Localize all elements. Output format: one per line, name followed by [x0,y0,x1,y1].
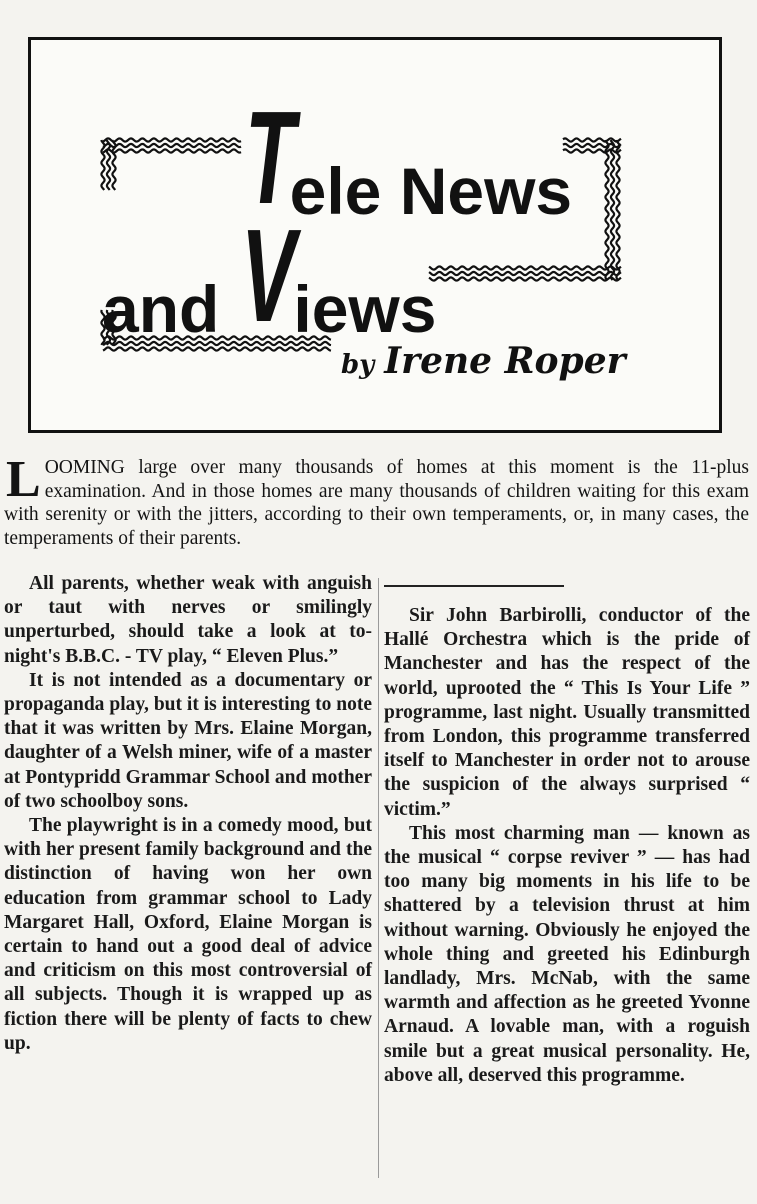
lead-paragraph [4,451,749,550]
right-column [384,572,750,1088]
byline [341,340,626,382]
title-initial-v: V [241,202,296,349]
title-line-2 [102,202,437,349]
title-line-1-text: ele News [289,154,573,228]
title-initial-t: T [245,84,295,231]
left-paragraph: All parents, whether weak with anguish or taut with nerves or smilingly unperturbed, should take a look at to-night's B.B.C. - TV play, “ Eleven Plus.” [4,573,372,667]
left-paragraph: The playwright is in a comedy mood, but with her present family background and the distinction of having won her own education from grammar school to Lady Margaret Hall, Oxford, Elaine Morgan is certain to hand out a good deal of advice and criticism on this most controversial of all subjects. Though it is wrapped up as fiction there will be plenty of facts to chew up. [4,815,372,1054]
byline-author: Irene Roper [384,340,626,382]
right-paragraph: Sir John Barbirolli, conductor of the Hallé Orchestra which is the pride of Manchester and has the respect of the world, uprooted the “ This Is Your Life ” programme, last night. Usually transmitted from London, this programme transferred itself to Manchester in order not to arouse the suspicion of the always surprised “ victim.” [384,605,750,820]
masthead-box [28,37,722,433]
column-divider [378,578,379,1178]
left-column [4,572,372,1056]
right-paragraph: This most charming man — known as the musical “ corpse reviver ” — has had too many big moments in his life to be shattered by a television thrust at him without warning. Obviously he enjoyed the whole thing and greeted his Edinburgh landlady, Mrs. McNab, with the same warmth and affection as he greeted Yvonne Arnaud. A lovable man, with a roguish smile but a great musical personality. He, above all, deserved this programme. [384,822,750,1086]
byline-by: by [341,350,375,380]
title-and: and [102,272,220,346]
lead-text: OOMING large over many thousands of homes at this moment is the 11-plus examination. And in those homes are many thousands of children waiting for this exam with serenity or with the jitters, according to their own temperaments, or, in many cases, the temperaments of their parents. [4,457,749,549]
title-line-2-text: iews [293,272,437,346]
left-paragraph: It is not intended as a documentary or propaganda play, but it is interesting to note that it was written by Mrs. Elaine Morgan, daughter of a Welsh miner, wife of a master at Pontypridd Grammar School and mother of two schoolboy sons. [4,669,372,812]
drop-cap: L [6,451,41,508]
